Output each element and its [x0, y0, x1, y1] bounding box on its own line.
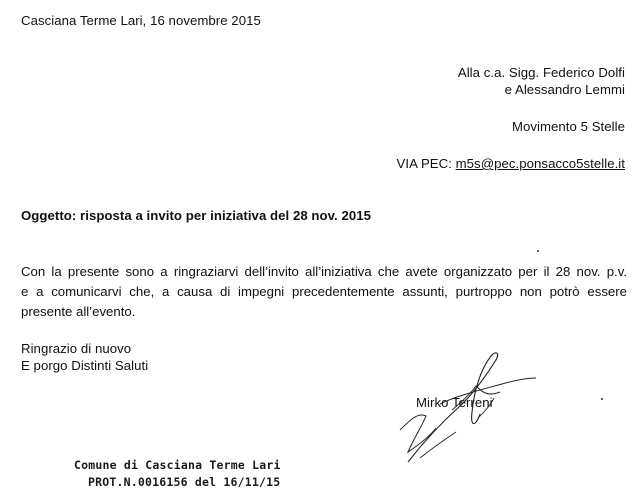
recipient-organization: Movimento 5 Stelle	[511, 119, 625, 134]
scan-speck	[537, 250, 539, 252]
scan-speck	[601, 398, 603, 400]
handwritten-signature	[360, 340, 540, 480]
body-line-3: presente all’evento.	[21, 304, 136, 319]
closing-line-2: E porgo Distinti Saluti	[21, 358, 149, 373]
pec-address-link[interactable]: m5s@pec.ponsacco5stelle.it	[455, 156, 625, 171]
recipient-line-1: Alla c.a. Sigg. Federico Dolfi	[457, 65, 625, 80]
stamp-line-2: PROT.N.0016156 del 16/11/15	[88, 475, 281, 489]
body-line-2: e a comunicarvi che, a causa di impegni precedentemente assunti, purtroppo non potrò essere	[21, 284, 627, 299]
pec-line	[397, 156, 625, 172]
subject-line: Oggetto: risposta a invito per iniziativa del 28 nov. 2015	[21, 208, 372, 223]
recipient-line-2: e Alessandro Lemmi	[504, 82, 625, 97]
stamp-line-1: Comune di Casciana Terme Lari	[74, 458, 281, 472]
signatory-name: Mirko Terreni	[416, 395, 493, 410]
pec-label: VIA PEC:	[396, 156, 456, 171]
body-line-1: Con la presente sono a ringraziarvi dell’invito all’iniziativa che avete organizzato per il 28 nov. p.v.	[21, 264, 627, 279]
closing-line-1: Ringrazio di nuovo	[21, 341, 132, 356]
place-date: Casciana Terme Lari, 16 novembre 2015	[21, 13, 261, 28]
